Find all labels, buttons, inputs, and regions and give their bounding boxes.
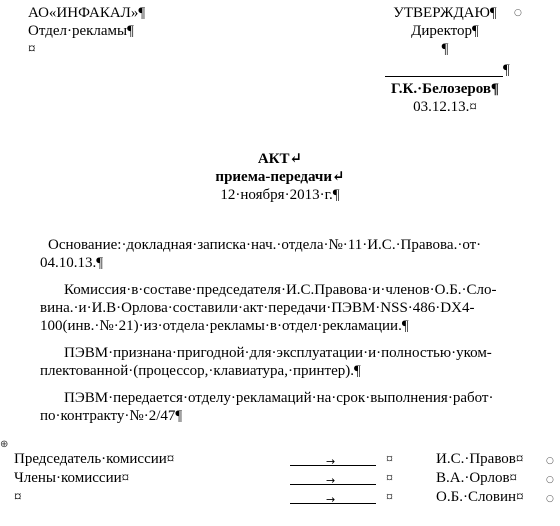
role-label: ¤ <box>14 489 22 505</box>
commission-line-2: вина.·и·И.В·Орлова·составили·акт·передачи·ПЭВМ·NSS·486·DX4- <box>40 300 475 316</box>
approval-signature-line <box>385 62 503 77</box>
row-end-marker: ○ <box>546 494 554 504</box>
tab-arrow-icon: → <box>326 493 336 506</box>
document-title: АКТ↵ <box>257 151 303 167</box>
director-title: Директор¶ <box>411 23 479 39</box>
table-cell-marker: ○ <box>514 8 522 18</box>
signature-paragraph-mark: ¶ <box>503 62 510 78</box>
row-end-marker: ○ <box>546 456 554 466</box>
table-move-handle-icon[interactable]: ⊕ <box>0 439 9 450</box>
cell-end-mark: ¤ <box>386 452 393 467</box>
signer-name: Г.К.·Белозеров¶ <box>390 81 500 97</box>
tab-arrow-icon: → <box>326 455 336 468</box>
approval-heading: УТВЕРЖДАЮ¶ <box>393 5 497 21</box>
condition-line-1: ПЭВМ·признана·пригодной·для·эксплуатации·и·полностью·уком- <box>64 345 492 361</box>
approval-date: 03.12.13.¤ <box>413 99 477 115</box>
organization-name: АО«ИНФАКАЛ»¶ <box>28 5 146 21</box>
basis-line-1: Основание:·докладная·записка·нач.·отдела·№·11·И.С.·Правова.·от· <box>48 237 482 253</box>
cell-end-mark: ¤ <box>28 41 36 57</box>
document-date: 12·ноября·2013·г.¶ <box>220 187 340 203</box>
cell-end-mark: ¤ <box>386 490 393 505</box>
commission-line-3: 100(инв.·№·21)·из·отдела·рекламы·в·отдел·рекламации.¶ <box>40 318 409 334</box>
row-end-marker: ○ <box>546 475 554 485</box>
role-label: Члены·комиссии¤ <box>14 470 130 486</box>
document-subtitle: приема-передачи↵ <box>215 169 345 185</box>
basis-line-2: 04.10.13.¶ <box>40 255 104 271</box>
cell-end-mark: ¤ <box>386 471 393 486</box>
transfer-line-2: по·контракту·№·2/47¶ <box>40 408 183 424</box>
empty-paragraph-mark: ¶ <box>441 41 449 57</box>
transfer-line-1: ПЭВМ·передается·отделу·рекламаций·на·срок·выполнения·работ· <box>64 390 494 406</box>
member-name: О.Б.·Словин¤ <box>436 489 524 505</box>
member-name: В.А.·Орлов¤ <box>436 470 518 486</box>
member-name: И.С.·Правов¤ <box>436 451 524 467</box>
department-name: Отдел·рекламы¶ <box>28 23 134 39</box>
tab-arrow-icon: → <box>326 474 336 487</box>
condition-line-2: плектованной·(процессор,·клавиатура,·принтер).¶ <box>40 363 361 379</box>
commission-line-1: Комиссия·в·составе·председателя·И.С.Правова·и·членов·О.Б.·Сло- <box>64 282 497 298</box>
role-label: Председатель·комиссии¤ <box>14 451 175 467</box>
